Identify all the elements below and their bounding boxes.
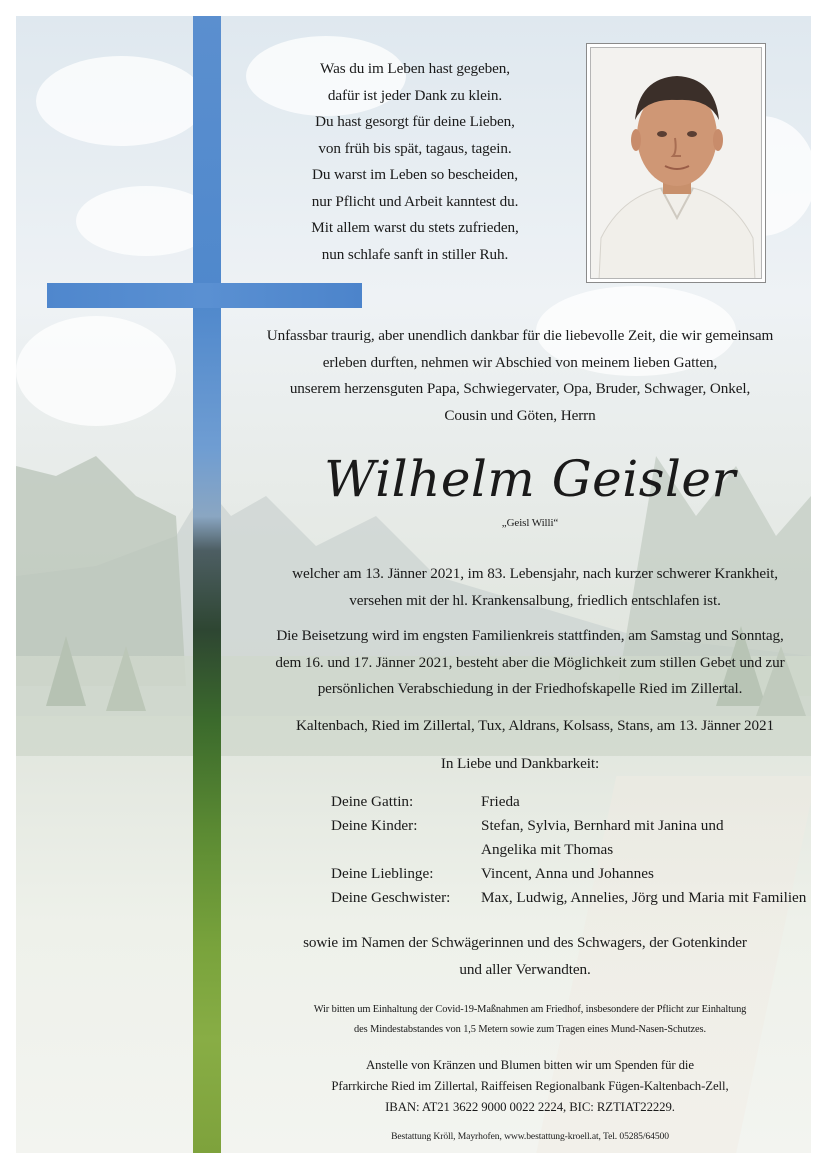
funeral-notice-line: dem 16. und 17. Jänner 2021, besteht aber die Möglichkeit zum stillen Gebet und zur <box>275 653 785 671</box>
poem-line: Mit allem warst du stets zufrieden, <box>311 219 519 236</box>
intro-line: Cousin und Göten, Herrn <box>444 406 596 424</box>
donation-request <box>300 1055 760 1118</box>
covid-notice <box>295 1000 765 1040</box>
covid-notice-line: Wir bitten um Einhaltung der Covid-19-Maßnahmen am Friedhof, insbesondere der Pflicht zur Einhaltung <box>313 1004 747 1015</box>
family-row-children <box>331 814 811 862</box>
poem-line: nun schlafe sanft in stiller Ruh. <box>321 245 509 263</box>
death-notice-line: versehen mit der hl. Krankensalbung, friedlich entschlafen ist. <box>349 591 721 609</box>
donation-line: Pfarrkirche Ried im Zillertal, Raiffeisen Regionalbank Fügen-Kaltenbach-Zell, <box>331 1079 729 1093</box>
poem-line: Was du im Leben hast gegeben, <box>320 60 510 77</box>
poem-line: nur Pflicht und Arbeit kanntest du. <box>311 192 519 210</box>
deceased-name: Wilhelm Geisler <box>324 450 736 508</box>
poem <box>265 56 565 268</box>
donation-line: Anstelle von Kränzen und Blumen bitten wir um Spenden für die <box>366 1058 694 1072</box>
poem-line: Du warst im Leben so bescheiden, <box>312 166 518 183</box>
relatives-line: und aller Verwandten. <box>459 960 591 978</box>
family-names: Frieda <box>481 793 520 810</box>
family-relation: Deine Gattin: <box>331 793 414 810</box>
funeral-notice <box>235 623 825 703</box>
family-names: Angelika mit Thomas <box>481 841 614 858</box>
family-row-grandchildren <box>331 862 811 886</box>
family-row-spouse <box>331 790 811 814</box>
cross-vertical-beam <box>193 16 221 1153</box>
thanks-heading: In Liebe und Dankbarkeit: <box>440 755 600 772</box>
death-notice-line: welcher am 13. Jänner 2021, im 83. Lebensjahr, nach kurzer schwerer Krankheit, <box>292 565 778 582</box>
family-names: Vincent, Anna und Johannes <box>481 865 654 882</box>
place-and-date: Kaltenbach, Ried im Zillertal, Tux, Aldrans, Kolsass, Stans, am 13. Jänner 2021 <box>295 717 775 734</box>
funeral-notice-line: persönlichen Verabschiedung in der Friedhofskapelle Ried im Zillertal. <box>317 680 743 697</box>
family-names: Stefan, Sylvia, Bernhard mit Janina und <box>481 817 724 834</box>
funeral-notice-line: Die Beisetzung wird im engsten Familienkreis stattfinden, am Samstag und Sonntag, <box>276 627 784 644</box>
cross-horizontal-beam <box>47 283 362 308</box>
portrait-image <box>591 48 762 279</box>
deceased-nickname: „Geisl Willi“ <box>501 517 559 529</box>
covid-notice-line: des Mindestabstandes von 1,5 Metern sowie zum Tragen eines Mund-Nasen-Schutzes. <box>354 1024 706 1035</box>
relatives-text <box>275 930 775 983</box>
family-list <box>331 790 811 910</box>
relatives-line: sowie im Namen der Schwägerinnen und des Schwagers, der Gotenkinder <box>303 934 747 951</box>
portrait-photo <box>586 43 766 283</box>
poem-line: Du hast gesorgt für deine Lieben, <box>315 113 515 130</box>
poem-line: von früh bis spät, tagaus, tagein. <box>318 139 512 157</box>
funeral-home-footer: Bestattung Kröll, Mayrhofen, www.bestattung-kroell.at, Tel. 05285/64500 <box>391 1131 669 1142</box>
family-relation: Deine Geschwister: <box>331 889 451 906</box>
intro-text <box>230 323 810 429</box>
family-row-siblings <box>331 886 811 910</box>
poem-line: dafür ist jeder Dank zu klein. <box>327 86 503 104</box>
intro-line: erleben durften, nehmen wir Abschied von meinem lieben Gatten, <box>322 353 718 371</box>
family-names: Max, Ludwig, Annelies, Jörg und Maria mit Familien <box>481 889 807 906</box>
family-relation: Deine Lieblinge: <box>331 865 434 882</box>
family-relation: Deine Kinder: <box>331 817 418 834</box>
intro-line: Unfassbar traurig, aber unendlich dankbar für die liebevolle Zeit, die wir gemeinsam <box>266 327 774 344</box>
donation-line: IBAN: AT21 3622 9000 0022 2224, BIC: RZTIAT22229. <box>385 1100 675 1114</box>
intro-line: unserem herzensguten Papa, Schwiegervater, Opa, Bruder, Schwager, Onkel, <box>289 380 751 397</box>
death-notice <box>245 561 825 614</box>
